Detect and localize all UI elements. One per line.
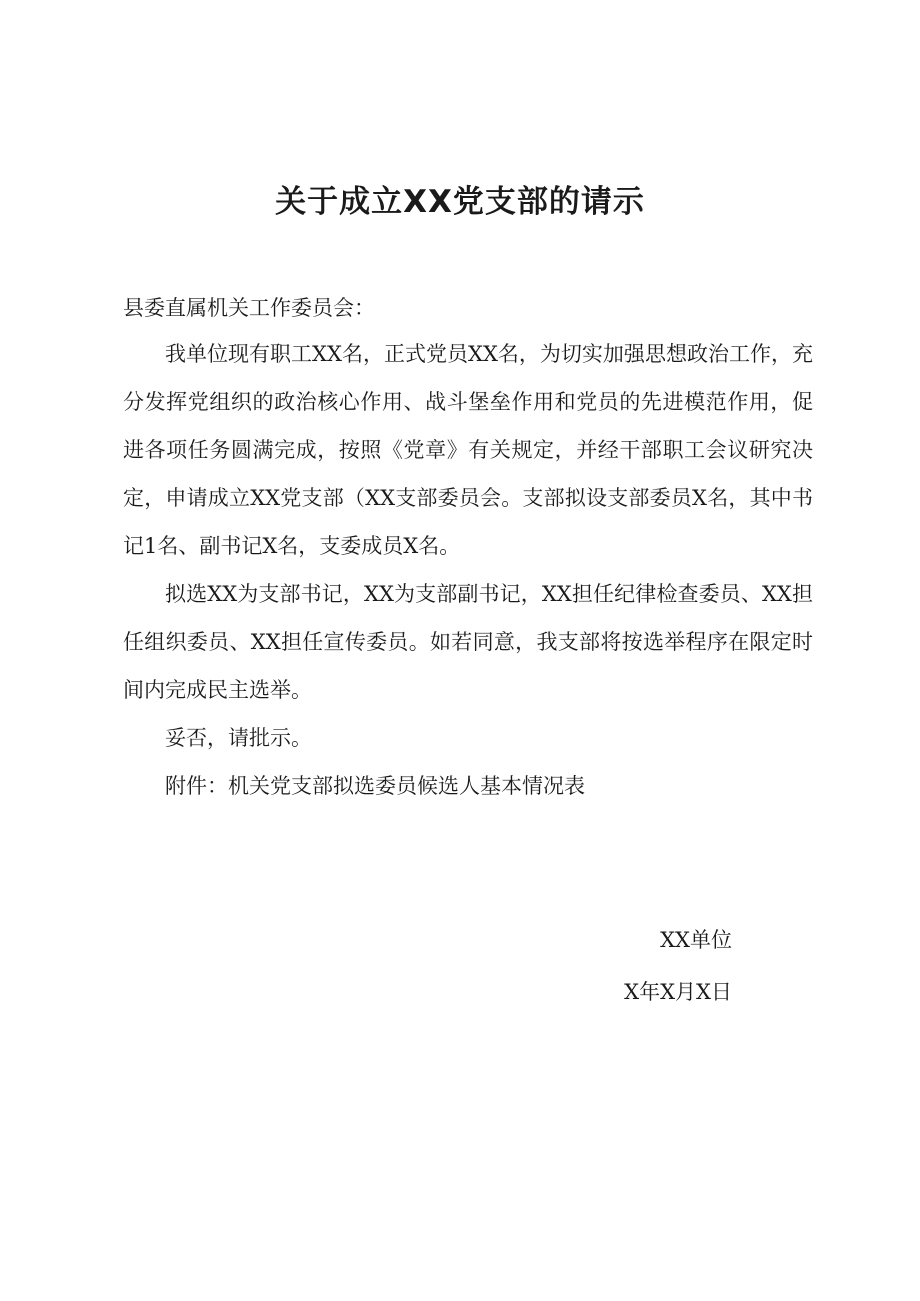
paragraph-application: 我单位现有职工XX名，正式党员XX名，为切实加强思想政治工作，充分发挥党组织的政治核心作用、战斗堡垒作用和党员的先进模范作用，促进各项任务圆满完成，按照《党章》有关规定，并经干部职工会议研究决定，申请成立XX党支部（XX支部委员会。支部拟设支部委员X名，其中书记1名、副书记X名，支委成员X名。 [123, 342, 813, 558]
document-title: 关于成立XX党支部的请示 [275, 184, 645, 220]
document-body [123, 330, 813, 810]
paragraph-attachment: 附件：机关党支部拟选委员候选人基本情况表 [165, 774, 585, 798]
paragraph-request-approval: 妥否，请批示。 [165, 726, 312, 750]
salutation: 县委直属机关工作委员会： [123, 296, 375, 320]
signature-date: X年X月X日 [624, 980, 732, 1004]
paragraph-candidates: 拟选XX为支部书记，XX为支部副书记，XX担任纪律检查委员、XX担任组织委员、XX担任宣传委员。如若同意，我支部将按选举程序在限定时间内完成民主选举。 [123, 582, 813, 702]
signature-unit: XX单位 [660, 928, 732, 952]
